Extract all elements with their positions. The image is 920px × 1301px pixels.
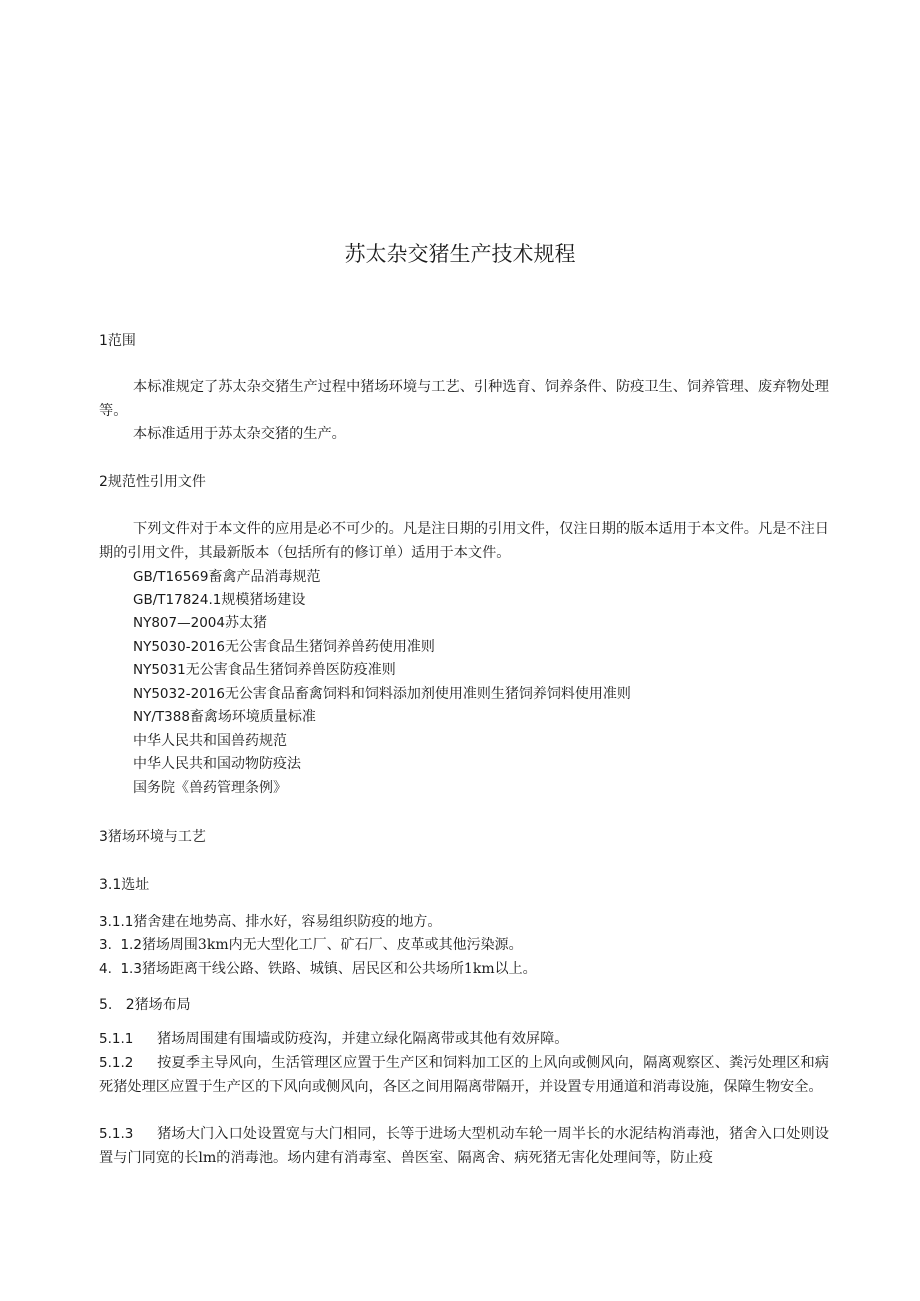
clause-item: 3. 1.2猪场周围3km内无大型化工厂、矿石厂、皮革或其他污染源。 [99, 937, 523, 953]
section-heading-farm-environment: 3猪场环境与工艺 [99, 829, 206, 845]
reference-item: GB/T17824.1规模猪场建设 [133, 592, 306, 608]
section-heading-scope: 1范围 [99, 333, 136, 349]
layout-item: 5.1.3 猪场大门入口处设置宽与大门相同，长等于进场大型机动车轮一周半长的水泥结构消毒池，猪舍入口处则设置与门同宽的长lm的消毒池。场内建有消毒室、兽医室、隔离舍、病死猪无害化处理间等，防止疫 [99, 1126, 829, 1166]
subsection-heading-farm-layout: 5. 2猪场布局 [99, 997, 191, 1013]
layout-item: 5.1.1 猪场周围建有围墙或防疫沟，并建立绿化隔离带或其他有效屏障。 [99, 1031, 569, 1047]
references-intro-paragraph: 下列文件对于本文件的应用是必不可少的。凡是注日期的引用文件，仅注日期的版本适用于本文件。凡是不注日期的引用文件，其最新版本（包括所有的修订单）适用于本文件。 [99, 521, 829, 561]
reference-item: NY5031无公害食品生猪饲养兽医防疫准则 [133, 662, 396, 678]
reference-item: 中华人民共和国兽药规范 [133, 733, 287, 749]
clause-item: 3.1.1猪舍建在地势高、排水好，容易组织防疫的地方。 [99, 914, 442, 930]
clause-item: 4. 1.3猪场距离干线公路、铁路、城镇、居民区和公共场所1km以上。 [99, 961, 537, 977]
reference-item: GB/T16569畜禽产品消毒规范 [133, 569, 321, 585]
reference-item: 中华人民共和国动物防疫法 [133, 756, 301, 772]
scope-paragraph-2: 本标准适用于苏太杂交猪的生产。 [133, 426, 346, 442]
reference-item: NY5030-2016无公害食品生猪饲养兽药使用准则 [133, 639, 435, 655]
reference-item: NY/T388畜禽场环境质量标准 [133, 709, 316, 725]
layout-item: 5.1.2 按夏季主导风向，生活管理区应置于生产区和饲料加工区的上风向或侧风向，隔离观察区、粪污处理区和病死猪处理区应置于生产区的下风向或侧风向，各区之间用隔离带隔开，并设置专用通道和消毒设施，保障生物安全。 [99, 1055, 829, 1095]
subsection-heading-site-selection: 3.1选址 [99, 877, 150, 893]
reference-item: 国务院《兽药管理条例》 [133, 780, 287, 796]
reference-item: NY5032-2016无公害食品畜禽饲料和饲料添加剂使用准则生猪饲养饲料使用准则 [133, 686, 631, 702]
reference-item: NY807—2004苏太猪 [133, 615, 267, 631]
scope-paragraph-1: 本标准规定了苏太杂交猪生产过程中猪场环境与工艺、引种选育、饲养条件、防疫卫生、饲养管理、废弃物处理等。 [99, 379, 829, 419]
section-heading-normative-references: 2规范性引用文件 [99, 474, 206, 490]
document-title: 苏太杂交猪生产技术规程 [344, 242, 576, 266]
